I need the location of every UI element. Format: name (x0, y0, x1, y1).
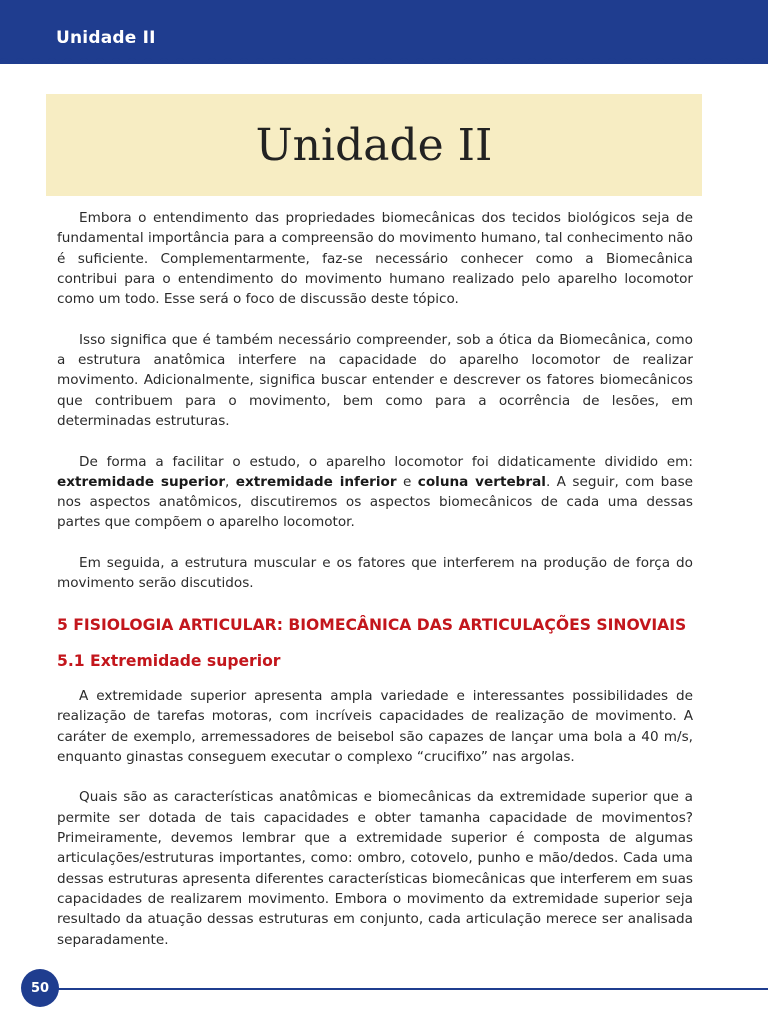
paragraph-division-text-e: . A seguir, com base nos aspectos anatômicos, discutiremos os aspectos biomecânicos de cada uma dessas partes que compõem o aparelho locomotor. (57, 473, 694, 531)
term-extremidade-superior: extremidade superior (57, 473, 226, 490)
section-heading: 5 FISIOLOGIA ARTICULAR: BIOMECÂNICA DAS ARTICULAÇÕES SINOVIAIS (57, 615, 687, 634)
term-extremidade-inferior: extremidade inferior (235, 473, 397, 490)
main-content (57, 208, 693, 970)
term-coluna-vertebral: coluna vertebral (417, 473, 546, 490)
paragraph-intro: Embora o entendimento das propriedades biomecânicas dos tecidos biológicos seja de fundamental importância para a compreensão do movimento humano, tal conhecimento não é suficiente. Complementarmente, faz-se necessário conhecer como a Biomecânica contribui para o entendimento do movimento humano realizado pelo aparelho locomotor como um todo. Esse será o foco de discussão deste tópico. (57, 210, 693, 308)
paragraph-muscle: Em seguida, a estrutura muscular e os fatores que interferem na produção de força do movimento serão discutidos. (57, 555, 693, 592)
paragraph-division-text-c: , (225, 473, 236, 490)
unit-title-box (46, 94, 702, 196)
unit-title: Unidade II (255, 119, 493, 171)
page-number: 50 (30, 980, 50, 996)
paragraph-upper-limb-questions: Quais são as características anatômicas e biomecânicas da extremidade superior que a permite ser dotada de tais capacidades e obter tamanha capacidade de movimentos? Primeiramente, devemos lembrar que a extremidade superior é composta de algumas articulações/estruturas importantes, como: ombro, cotovelo, punho e mão/dedos. Cada uma dessas estruturas apresenta diferentes características biomecânicas que interferem em suas capacidades de realizarem movimento. Embora o movimento da extremidade superior seja resultado da atuação dessas estruturas em conjunto, cada articulação merece ser analisada separadamente. (57, 789, 693, 948)
paragraph-division-text-a: De forma a facilitar o estudo, o aparelho locomotor foi didaticamente dividido em: (79, 453, 693, 470)
paragraph-upper-limb-intro: A extremidade superior apresenta ampla variedade e interessantes possibilidades de realização de tarefas motoras, com incríveis capacidades de realização de movimento. A caráter de exemplo, arremessadores de beisebol são capazes de lançar uma bola a 40 m/s, enquanto ginastas conseguem executar o complexo “crucifixo” nas argolas. (57, 687, 693, 765)
footer-line (40, 988, 768, 990)
header-band (0, 0, 768, 64)
header-wave-divider (0, 56, 768, 66)
running-header-title: Unidade II (56, 28, 156, 48)
paragraph-anatomy: Isso significa que é também necessário compreender, sob a ótica da Biomecânica, como a estrutura anatômica interfere na capacidade do aparelho locomotor de realizar movimento. Adicionalmente, significa buscar entender e descrever os fatores biomecânicos que contribuem para o movimento, bem como para a ocorrência de lesões, em determinadas estruturas. (57, 331, 693, 429)
subsection-heading: 5.1 Extremidade superior (57, 651, 281, 670)
paragraph-division (57, 452, 693, 533)
paragraph-division-text-d: e (396, 473, 418, 490)
page-number-badge (21, 969, 59, 1007)
